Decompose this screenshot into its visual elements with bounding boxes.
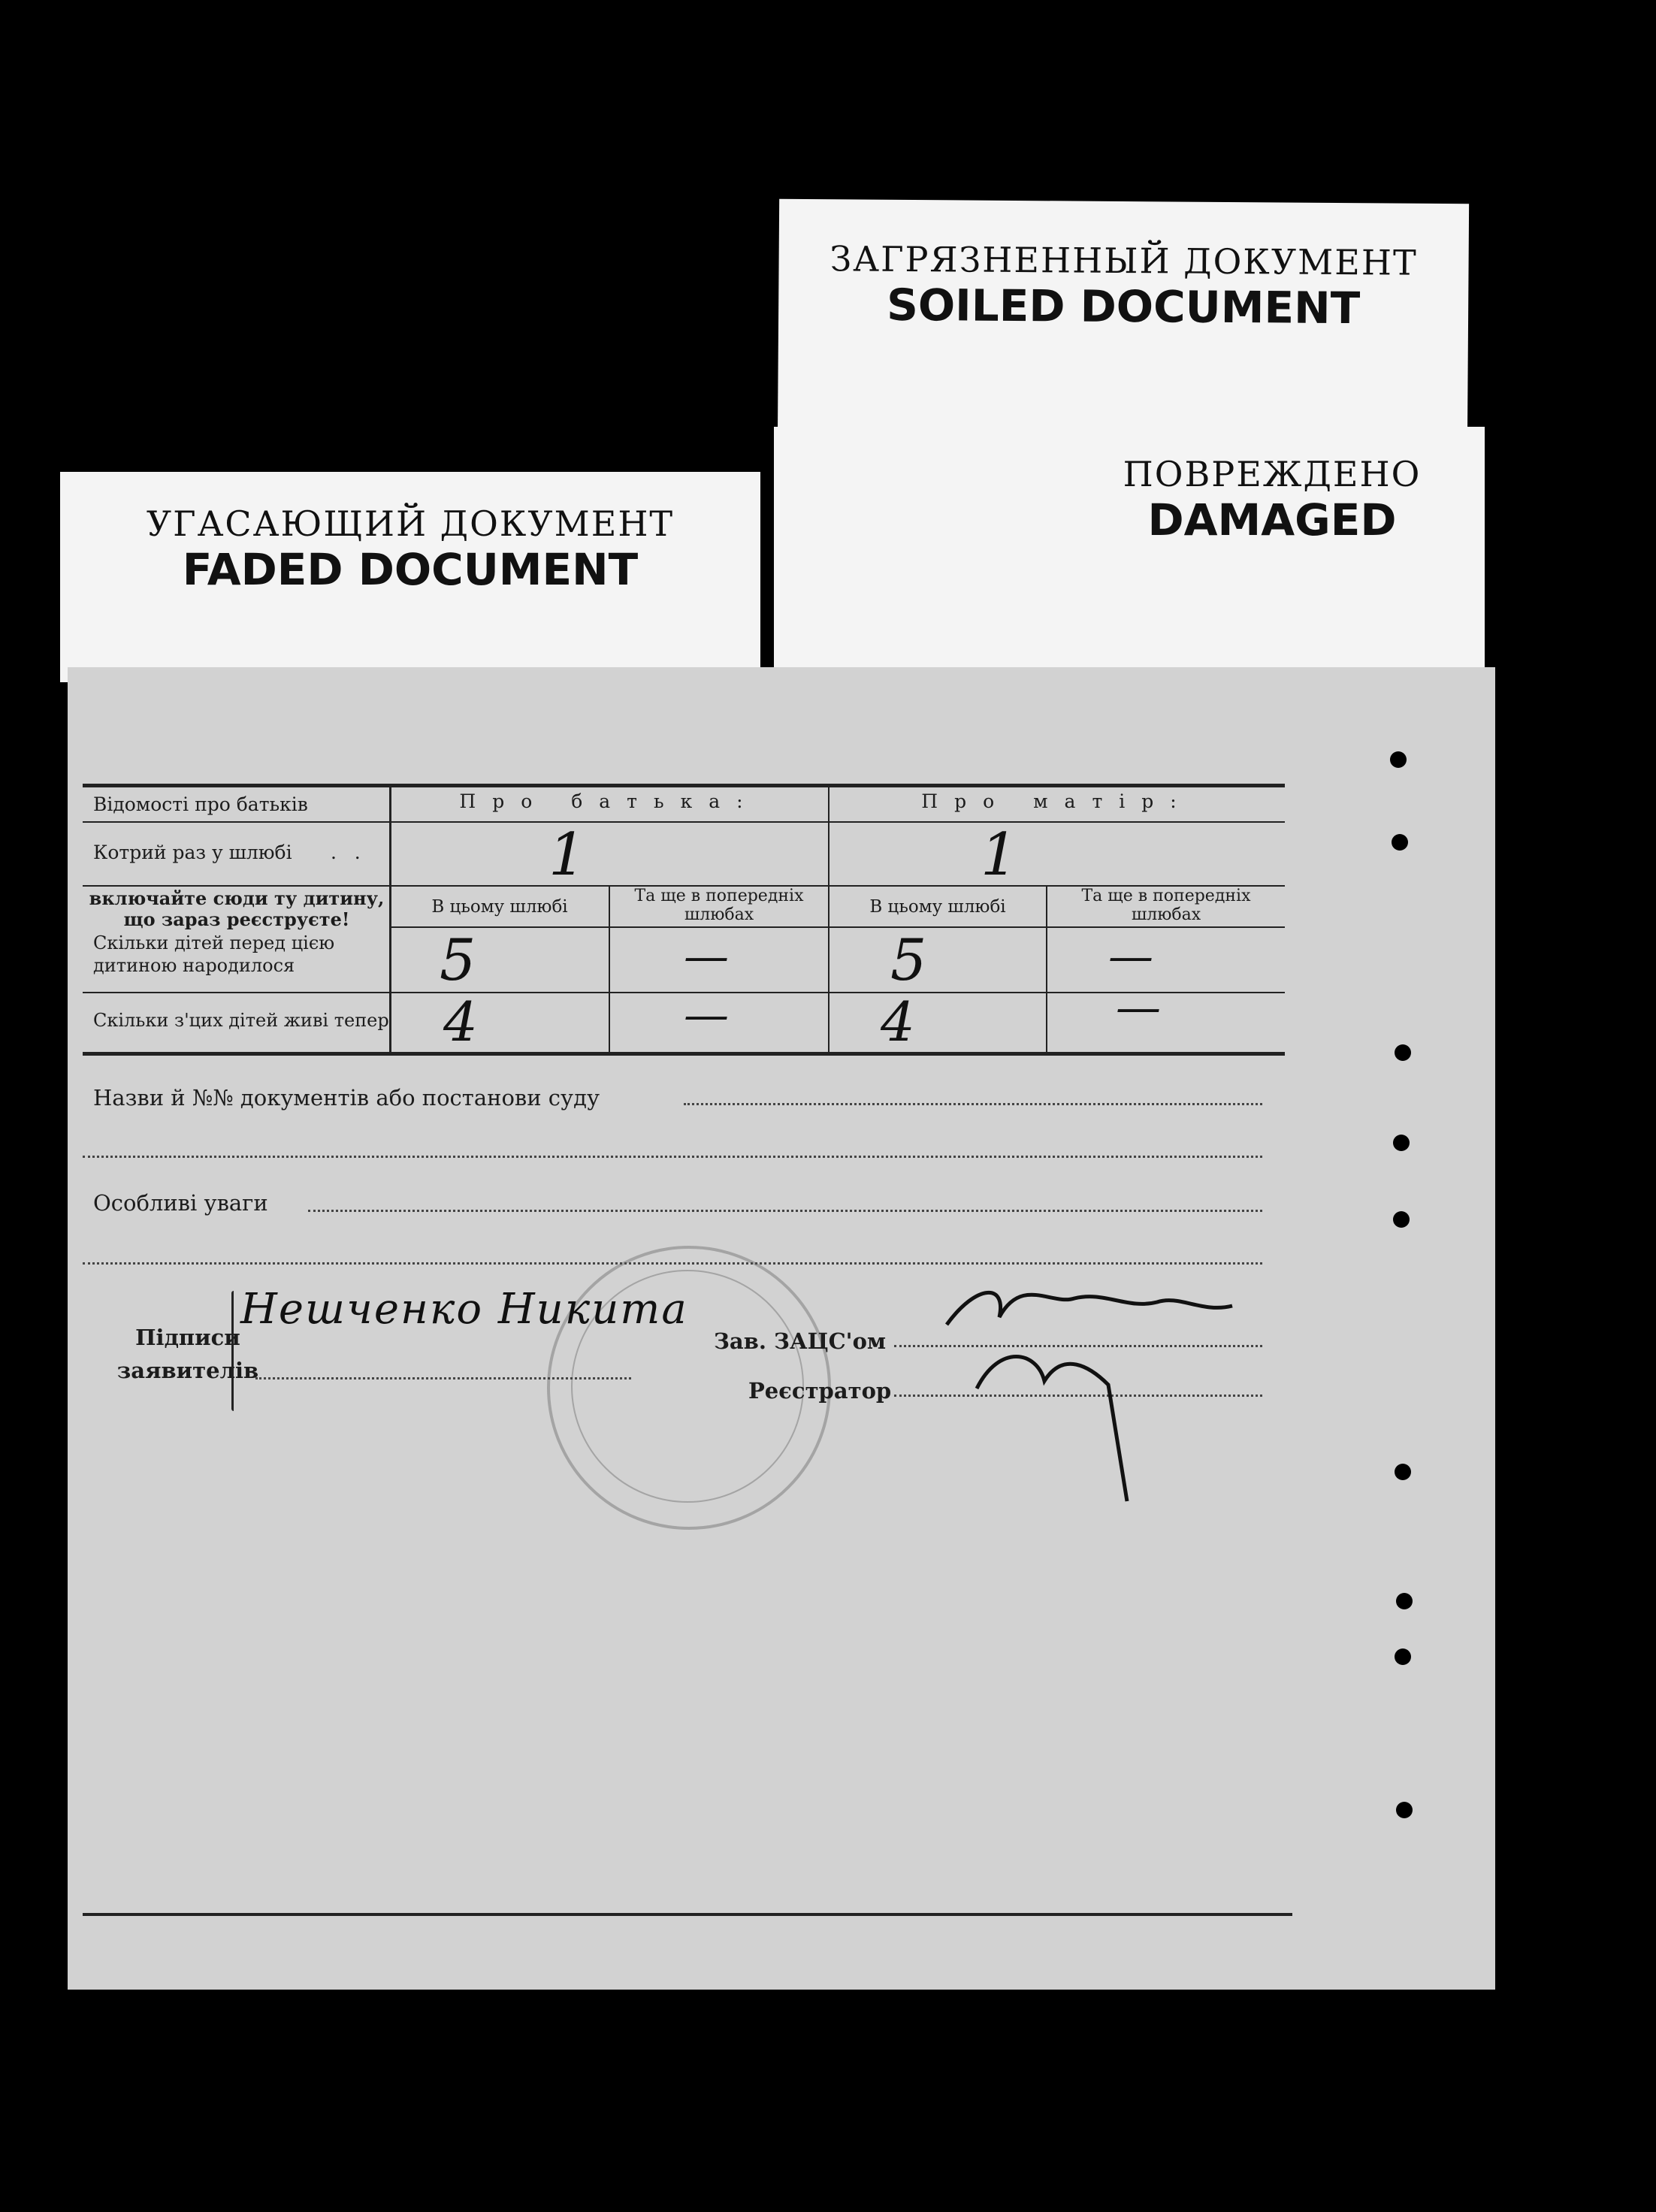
mother-marriage-count: 1 [981, 821, 1018, 889]
soiled-label-en: SOILED DOCUMENT [886, 279, 1361, 334]
children-born-label [93, 932, 334, 977]
registry-form-sheet [68, 667, 1495, 1990]
punch-hole [1396, 1593, 1413, 1609]
documents-label: Назви й №№ документів або постанови суду [93, 1085, 600, 1111]
prev-header-line2: шлюбах [684, 905, 754, 924]
include-note-line1: включайте сюди ту дитину, [89, 887, 385, 909]
registrar-label: Реєстратор [748, 1378, 892, 1404]
table-rule [391, 926, 1285, 928]
born-label-line2: дитиною народилося [93, 955, 295, 976]
children-alive-label: Скільки з'цих дітей живі тепер [93, 1010, 389, 1031]
signature-brace [231, 1291, 234, 1411]
mother-this-marriage-header: В цьому шлюбі [869, 897, 1006, 917]
faded-label-ru: УГАСАЮЩИЙ ДОКУМЕНТ [146, 503, 675, 544]
damaged-label-en: DAMAGED [1147, 494, 1397, 545]
mother-header: Про матір: [921, 790, 1193, 812]
documents-line-2 [83, 1156, 1262, 1158]
signatures-line2: заявителів [116, 1358, 259, 1383]
leader-dots: . . [331, 842, 361, 863]
soiled-label-ru: ЗАГРЯЗНЕННЫЙ ДОКУМЕНТ [830, 238, 1418, 283]
punch-hole [1395, 1648, 1411, 1665]
notes-label: Особливі уваги [93, 1190, 268, 1216]
notes-line [308, 1210, 1262, 1212]
father-alive-prev: — [684, 989, 729, 1041]
registry-head-label: Зав. ЗАЦС'ом [714, 1328, 887, 1354]
punch-hole [1395, 1044, 1411, 1061]
faded-document-label [60, 472, 760, 682]
punch-hole [1396, 1802, 1413, 1818]
prev-header-line1: Та ще в попередніх [634, 887, 804, 905]
father-header: Про батька: [459, 790, 760, 812]
soiled-document-label [778, 199, 1469, 452]
father-this-marriage-header: В цьому шлюбі [431, 897, 568, 917]
mother-alive-this: 4 [881, 990, 915, 1053]
born-label-line1: Скільки дітей перед цією [93, 932, 335, 953]
head-signature-mark [932, 1253, 1262, 1524]
father-alive-this: 4 [443, 990, 478, 1053]
marriage-count-label: Котрий раз у шлюбі [93, 842, 292, 863]
damaged-label [774, 427, 1485, 675]
table-bottom-rule [83, 1052, 1285, 1056]
prev-header-line2: шлюбах [1131, 905, 1201, 924]
documents-line [684, 1103, 1262, 1105]
mother-born-this: 5 [890, 926, 927, 993]
table-top-rule [83, 784, 1285, 787]
table-rule [83, 821, 1285, 823]
punch-hole [1390, 751, 1407, 768]
parents-info-header: Відомості про батьків [93, 793, 308, 815]
applicant-signature-line [255, 1377, 631, 1379]
faded-label-en: FADED DOCUMENT [182, 544, 639, 595]
father-born-this: 5 [440, 926, 476, 993]
sheet-bottom-rule [83, 1913, 1292, 1916]
father-born-prev: — [684, 930, 729, 983]
prev-header-line1: Та ще в попередніх [1081, 887, 1251, 905]
punch-hole [1395, 1464, 1411, 1480]
father-prev-marriages-header [610, 887, 828, 924]
punch-hole [1392, 834, 1408, 851]
mother-prev-marriages-header [1047, 887, 1285, 924]
punch-hole [1393, 1211, 1410, 1228]
include-child-note [83, 888, 391, 930]
applicant-signature: Нешченко Никита [240, 1285, 688, 1334]
include-note-line2: що зараз реєструєте! [123, 908, 350, 930]
signatures-line1: Підписи [135, 1325, 240, 1350]
mother-born-prev: — [1108, 930, 1153, 983]
table-divider [828, 784, 830, 1054]
punch-hole [1393, 1135, 1410, 1151]
damaged-label-ru: ПОВРЕЖДЕНО [1123, 454, 1422, 494]
mother-alive-prev: — [1116, 981, 1161, 1034]
father-marriage-count: 1 [548, 821, 586, 889]
